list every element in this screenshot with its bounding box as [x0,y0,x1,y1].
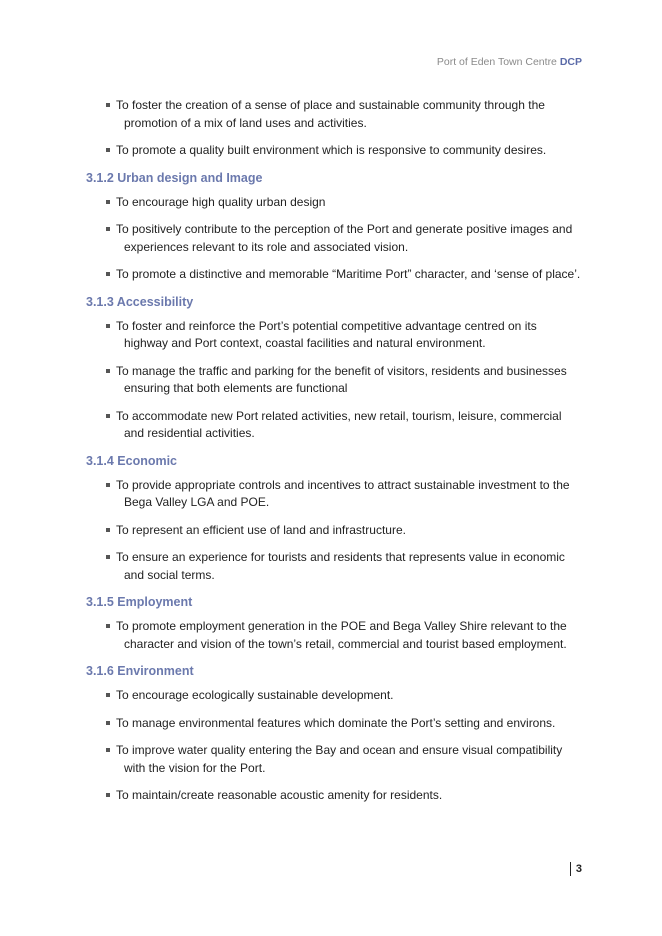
employment-bullet-list [86,618,581,653]
bullet-icon [106,414,110,418]
page-body [86,97,581,815]
header-suffix: DCP [559,56,582,68]
list-item: To manage environmental features which dominate the Port’s setting and environs. [86,715,581,733]
list-item: To encourage high quality urban design [86,194,581,212]
section-heading-environment: 3.1.6 Environment [86,664,194,678]
section-heading-employment: 3.1.5 Employment [86,595,193,609]
bullet-icon [106,272,110,276]
list-item: To manage the traffic and parking for the benefit of visitors, residents and businesses ensuring that both elements are functional [86,363,581,398]
list-item: To foster and reinforce the Port’s potential competitive advantage centred on its highway and Port context, coastal facilities and natural environment. [86,318,581,353]
bullet-icon [106,227,110,231]
environment-bullet-list [86,687,581,805]
list-item: To accommodate new Port related activities, new retail, tourism, leisure, commercial and residential activities. [86,408,581,443]
intro-bullet-list [86,97,581,160]
bullet-icon [106,528,110,532]
bullet-icon [106,324,110,328]
accessibility-bullet-list [86,318,581,443]
list-item: To improve water quality entering the Bay and ocean and ensure visual compatibility with the vision for the Port. [86,742,581,777]
list-item: To represent an efficient use of land and infrastructure. [86,522,581,540]
bullet-icon [106,200,110,204]
bullet-icon [106,624,110,628]
running-header [437,56,582,68]
page-number: 3 [570,862,582,876]
list-item: To promote a quality built environment which is responsive to community desires. [86,142,581,160]
header-title: Port of Eden Town Centre [436,56,557,68]
urban-design-bullet-list [86,194,581,284]
bullet-icon [106,793,110,797]
section-heading-accessibility: 3.1.3 Accessibility [86,294,194,309]
list-item: To encourage ecologically sustainable development. [86,687,581,705]
bullet-icon [106,483,110,487]
section-heading-urban-design: 3.1.2 Urban design and Image [86,170,263,185]
bullet-icon [106,555,110,559]
bullet-icon [106,148,110,152]
list-item: To ensure an experience for tourists and residents that represents value in economic and social terms. [86,549,581,584]
bullet-icon [106,721,110,725]
list-item: To promote a distinctive and memorable “Maritime Port” character, and ‘sense of place’. [86,266,581,284]
section-heading-economic: 3.1.4 Economic [86,453,178,468]
bullet-icon [106,103,110,107]
bullet-icon [106,693,110,697]
bullet-icon [106,369,110,373]
list-item: To maintain/create reasonable acoustic amenity for residents. [86,787,581,805]
list-item: To promote employment generation in the POE and Bega Valley Shire relevant to the character and vision of the town’s retail, commercial and tourist based employment. [86,618,581,653]
list-item: To provide appropriate controls and incentives to attract sustainable investment to the Bega Valley LGA and POE. [86,477,581,512]
economic-bullet-list [86,477,581,585]
list-item: To foster the creation of a sense of place and sustainable community through the promotion of a mix of land uses and activities. [86,97,581,132]
bullet-icon [106,748,110,752]
list-item: To positively contribute to the perception of the Port and generate positive images and experiences relevant to its role and associated vision. [86,221,581,256]
